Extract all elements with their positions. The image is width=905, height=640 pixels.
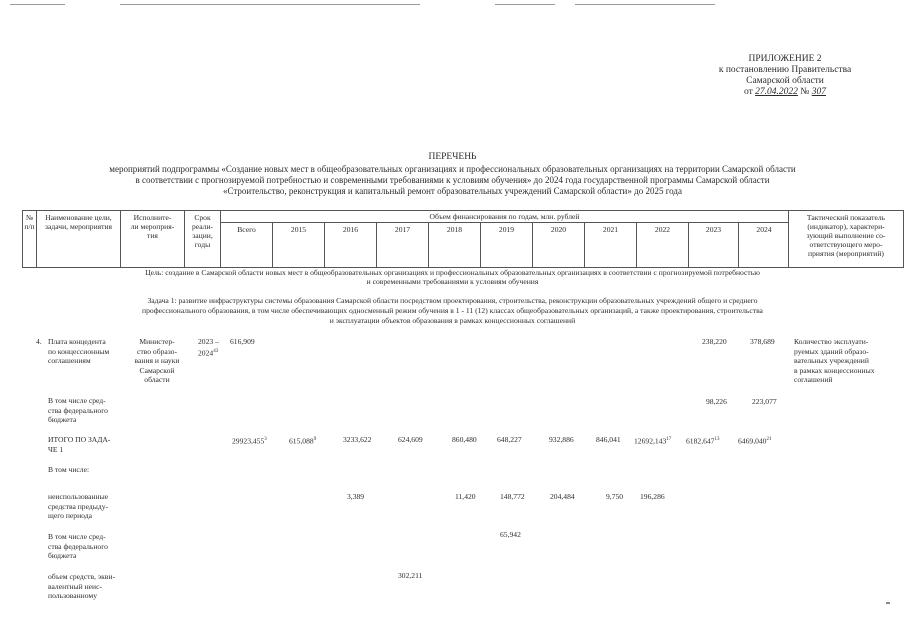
- goal-text: и современными требованиями к условиям обучения: [366, 277, 539, 286]
- row-number: 4.: [36, 337, 42, 346]
- scan-line: [495, 4, 555, 5]
- header-executors: Исполните- ли мероприя- тия: [121, 211, 185, 267]
- cell-2023: 98,226: [706, 397, 727, 406]
- header-funding-title: Объем финансирования по годам, млн. рублей: [429, 212, 580, 221]
- header-year: 2024: [756, 225, 772, 234]
- appendix-title: ПРИЛОЖЕНИЕ 2: [748, 54, 822, 64]
- cell-2024: 6469,040$^{21}$: [738, 436, 772, 446]
- appendix-block: [690, 54, 880, 98]
- header-funding: [221, 211, 789, 267]
- cell-2017: 624,609: [398, 435, 423, 444]
- cell-2020: 204,484: [550, 492, 575, 501]
- appendix-date-line: от 27.04.2022 № 307: [744, 87, 826, 97]
- goal-text: Цель: создание в Самарской области новых мест в общеобразовательных организациях и профессиональных образовательных организациях в соответствии с прогнозируемой потребностью: [145, 268, 760, 277]
- row-indicator: Количество эксплуати- руемых зданий образо- вательных учреждений в рамках концессионных соглашений: [794, 337, 875, 384]
- cell-2019: 65,942: [500, 530, 521, 539]
- cell-2024: 223,077: [752, 397, 777, 406]
- header-year: 2017: [377, 222, 429, 267]
- cell-2015: 615,088$^9$: [289, 436, 317, 446]
- cell-2023: 238,220: [702, 337, 727, 346]
- header-name: Наименование цели, задачи, мероприятия: [37, 211, 121, 267]
- cell-2016: 3,389: [347, 492, 365, 501]
- cell-2023: 6182,647$^{13}$: [686, 436, 720, 446]
- row-name: ИТОГО ПО ЗАДА- ЧЕ 1: [48, 435, 111, 454]
- header-year: 2020: [533, 222, 585, 267]
- cell-total: 616,909: [230, 337, 255, 346]
- row-executor: Министер- ство образо- вания и науки Самарской области: [134, 337, 180, 384]
- task-text: и эксплуатации объектов образования в рамках концессионных соглашений: [329, 316, 576, 325]
- cell-2016: 3233,622: [343, 435, 372, 444]
- cell-total: 29923,455$^3$: [232, 436, 267, 446]
- scan-line: [575, 4, 715, 5]
- cell-2018: 860,480: [452, 435, 477, 444]
- row-name: объем средств, экви- валентный неис- пользованному: [48, 572, 115, 600]
- header-total: Всего: [221, 222, 273, 267]
- document-heading: ПЕРЕЧЕНЬ: [428, 152, 477, 162]
- row-name: неиспользованные средства предыду- щего периода: [48, 492, 109, 520]
- table-header: [22, 210, 904, 268]
- scan-line: [10, 4, 65, 5]
- appendix-line: к постановлению Правительства: [718, 65, 852, 75]
- row-name: Плата концедента по концессионным соглашениям: [48, 337, 110, 365]
- cell-2018: 11,420: [455, 492, 476, 501]
- row-name: В том числе:: [48, 465, 90, 474]
- header-year: 2015: [273, 222, 325, 267]
- header-year: 2018: [429, 222, 481, 267]
- header-term: Срок реали- зации, годы: [185, 211, 221, 267]
- document-title-line: мероприятий подпрограммы «Создание новых мест в общеобразовательных организациях и профессиональных образовательных организациях на территории Самарской области: [109, 164, 796, 174]
- header-indicator: Тактический показатель (индикатор), характери- зующий выполнение со- ответствующего меро- приятия (мероприятий): [806, 213, 886, 258]
- header-year: 2021: [585, 222, 637, 267]
- task-text: Задача 1: развитие инфраструктуры системы образования Самарской области посредством проектирования, строительства, реконструкции образовательных учреждений общего и среднего: [147, 296, 758, 305]
- cell-2022: 12692,143$^{17}$: [634, 436, 672, 446]
- appendix-date: 27.04.2022: [755, 87, 798, 97]
- cell-2021: 9,750: [606, 492, 624, 501]
- document-title-line: в соответствии с прогнозируемой потребностью и современными требованиями к условиям обучения» до 2024 года государственной программы Самарской области: [135, 175, 770, 185]
- cell-2019: 648,227: [497, 435, 522, 444]
- cell-2017: 302,211: [398, 571, 423, 580]
- cell-2020: 932,886: [549, 435, 574, 444]
- scan-line: [120, 4, 420, 5]
- header-year: 2022: [637, 222, 689, 267]
- header-no: № п/п: [23, 211, 37, 267]
- header-year: 2019: [481, 222, 533, 267]
- cell-2019: 148,772: [500, 492, 525, 501]
- appendix-number: 307: [811, 87, 826, 97]
- task-text: профессионального образования, в том числе обеспечивающих односменный режим обучения в 1 - 11 (12) классах общеобразовательных организаций, а также проектирования, строительства: [142, 306, 763, 315]
- cell-2022: 196,286: [640, 492, 665, 501]
- appendix-line: Самарской области: [746, 76, 824, 86]
- row-name: В том числе сред- ства федерального бюджета: [48, 396, 108, 424]
- scan-speck: [886, 602, 890, 604]
- row-name: В том числе сред- ства федерального бюджета: [48, 532, 108, 560]
- document-title-line: «Строительство, реконструкция и капитальный ремонт образовательных учреждений Самарской области» до 2025 года: [223, 186, 682, 196]
- row-term: 2023 – 2024$^{43}$: [198, 337, 219, 358]
- header-year: 2023: [689, 222, 739, 267]
- cell-2021: 846,041: [596, 435, 621, 444]
- header-year: 2016: [325, 222, 377, 267]
- cell-2024: 378,689: [750, 337, 775, 346]
